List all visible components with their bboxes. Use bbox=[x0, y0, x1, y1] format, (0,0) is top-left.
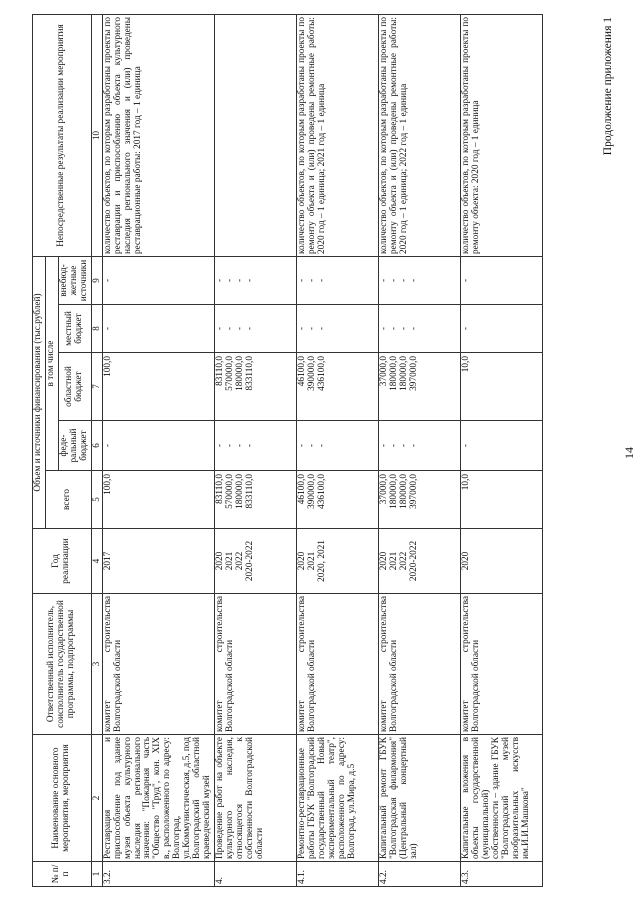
local-value: - bbox=[408, 326, 419, 331]
header-total: всего bbox=[45, 471, 91, 529]
extrabudget-value: - bbox=[398, 278, 409, 283]
federal-value: - bbox=[234, 443, 245, 448]
column-number: 10 bbox=[91, 14, 102, 256]
federal-value: - bbox=[408, 443, 419, 448]
header-federal: феде-ральный бюджет bbox=[58, 421, 91, 471]
column-number: 9 bbox=[91, 256, 102, 304]
regional-value: 83110,0 bbox=[215, 356, 225, 386]
extrabudget-value: - bbox=[306, 278, 317, 283]
local-value: - bbox=[234, 326, 245, 331]
federal-value: - bbox=[297, 443, 307, 448]
local-value: - bbox=[388, 326, 399, 331]
federal-value: - bbox=[379, 443, 389, 448]
column-number: 4 bbox=[91, 529, 102, 594]
total bbox=[297, 471, 379, 529]
total bbox=[102, 471, 214, 529]
regional bbox=[215, 353, 297, 421]
year-value: 2021 bbox=[224, 551, 235, 571]
year-value: 2022 bbox=[234, 551, 245, 571]
header-executor: Ответственный исполнитель, соисполнитель государственной программы, подпрограммы bbox=[33, 594, 92, 735]
local-value: - bbox=[379, 326, 389, 331]
federal-value: - bbox=[388, 443, 399, 448]
result: количество объектов, по которым разработаны проекты по ремонту объекта: 2020 год – 1 единица bbox=[461, 14, 543, 256]
header-number: № п/п bbox=[33, 862, 92, 887]
column-number: 8 bbox=[91, 305, 102, 353]
local bbox=[379, 305, 461, 353]
regional-value: 180000,0 bbox=[398, 356, 409, 391]
federal-value: - bbox=[244, 443, 255, 448]
total-value: 570000,0 bbox=[224, 474, 235, 509]
row-number: 4.3. bbox=[461, 862, 543, 887]
total-value: 180000,0 bbox=[234, 474, 245, 509]
year-value: 2022 bbox=[398, 551, 409, 571]
continuation-note: Продолжение приложения 1 bbox=[602, 17, 614, 156]
year-value: 2020-2022 bbox=[244, 540, 255, 582]
measure-name: Капитальный ремонт ГБУК "Волгоградская филармония" (Центральный концертный зал) bbox=[379, 735, 461, 862]
column-number: 1 bbox=[91, 862, 102, 887]
federal-value: - bbox=[398, 443, 409, 448]
regional-value: 570000,0 bbox=[224, 356, 235, 391]
year-value: 2020-2022 bbox=[408, 540, 419, 582]
year bbox=[215, 529, 297, 594]
header-extrabudget: внебюд-жетные источники bbox=[58, 256, 91, 304]
page-number: 14 bbox=[622, 447, 636, 459]
regional-value: 180000,0 bbox=[234, 356, 245, 391]
year bbox=[297, 529, 379, 594]
regional bbox=[102, 353, 214, 421]
federal-value: - bbox=[224, 443, 235, 448]
local-value: - bbox=[306, 326, 317, 331]
extrabudget bbox=[379, 256, 461, 304]
total-value: 83110,0 bbox=[215, 474, 225, 504]
column-number-row bbox=[91, 14, 102, 886]
local-value: - bbox=[244, 326, 255, 331]
extrabudget-value: - bbox=[102, 278, 113, 283]
measure-name: Проведение работ на объекте культурного наследия, относящегося к собственности Волгоградской области bbox=[215, 735, 297, 862]
total-value: 397000,0 bbox=[408, 474, 419, 509]
rotated-sheet bbox=[30, 13, 636, 893]
regional bbox=[297, 353, 379, 421]
header-including: в том числе bbox=[45, 256, 58, 470]
row-number: 4. bbox=[215, 862, 297, 887]
federal-value: - bbox=[102, 443, 113, 448]
total-value: 10,0 bbox=[461, 474, 471, 491]
local bbox=[102, 305, 214, 353]
header-results: Непосредственные результаты реализации мероприятия bbox=[33, 14, 92, 256]
regional bbox=[379, 353, 461, 421]
regional-value: 833110,0 bbox=[244, 356, 255, 391]
year-value: 2020 bbox=[461, 551, 471, 571]
year-value: 2020, 2021 bbox=[316, 540, 327, 582]
local-value: - bbox=[297, 326, 307, 331]
federal-value: - bbox=[306, 443, 317, 448]
federal-value: - bbox=[316, 443, 327, 448]
measure-name: Реставрация и приспособление под здание музея объекта культурного наследия регионального значения: "Пожарная часть "Общество "Труд", кон. XIX в., расположенного по адресу: Волгоград, ул.Коммунистическая, д.5, под Волгоградский областной краеведческий музей bbox=[102, 735, 214, 862]
local-value: - bbox=[398, 326, 409, 331]
regional-value: 180000,0 bbox=[388, 356, 399, 391]
federal bbox=[461, 421, 543, 471]
extrabudget-value: - bbox=[388, 278, 399, 283]
regional-value: 397000,0 bbox=[408, 356, 419, 391]
regional bbox=[461, 353, 543, 421]
regional-value: 390000,0 bbox=[306, 356, 317, 391]
header-name: Наименование основного мероприятия, мероприятия bbox=[33, 735, 92, 862]
year-value: 2020 bbox=[379, 551, 389, 571]
total-value: 390000,0 bbox=[306, 474, 317, 509]
year-value: 2020 bbox=[215, 551, 225, 571]
column-number: 7 bbox=[91, 353, 102, 421]
total-value: 180000,0 bbox=[398, 474, 409, 509]
year-value: 2021 bbox=[388, 551, 399, 571]
executor: комитет строительства Волгоградской области bbox=[379, 594, 461, 735]
column-number: 5 bbox=[91, 471, 102, 529]
regional-value: 46100,0 bbox=[297, 356, 307, 387]
result: количество объектов, по которым разработаны проекты по ремонту объекта и (или) проведены ремонтные работы: 2020 год – 1 единица; 2022 год – 1 единица bbox=[379, 14, 461, 256]
extrabudget-value: - bbox=[224, 278, 235, 283]
table-row bbox=[297, 14, 379, 886]
local-value: - bbox=[224, 326, 235, 331]
total bbox=[215, 471, 297, 529]
federal bbox=[102, 421, 214, 471]
total-value: 180000,0 bbox=[388, 474, 399, 509]
local-value: - bbox=[102, 326, 113, 331]
local bbox=[461, 305, 543, 353]
local-value: - bbox=[316, 326, 327, 331]
measure-name: Ремонтно-реставрационные работы ГБУК "Волгоградский государственный Новый экспериментальный театр", расположенного по адресу: Волгоград, ул.Мира, д.5 bbox=[297, 735, 379, 862]
total-value: 436100,0 bbox=[316, 474, 327, 509]
column-number: 2 bbox=[91, 735, 102, 862]
extrabudget bbox=[102, 256, 214, 304]
extrabudget-value: - bbox=[215, 278, 225, 283]
year-value: 2017 bbox=[102, 551, 113, 571]
federal-value: - bbox=[215, 443, 225, 448]
column-number: 6 bbox=[91, 421, 102, 471]
program-table bbox=[32, 14, 543, 887]
total bbox=[379, 471, 461, 529]
year-value: 2021 bbox=[306, 551, 317, 571]
extrabudget-value: - bbox=[316, 278, 327, 283]
regional-value: 100,0 bbox=[102, 356, 113, 377]
table-row bbox=[215, 14, 297, 886]
result: количество объектов, по которым разработаны проекты по реставрации и приспособлению объекта культурного наследия регионального значения и (или) проведены реставрационные работы: 2017 год – 1 единица bbox=[102, 14, 214, 256]
regional-value: 37000,0 bbox=[379, 356, 389, 387]
row-number: 4.1. bbox=[297, 862, 379, 887]
regional-value: 10,0 bbox=[461, 356, 471, 373]
extrabudget bbox=[461, 256, 543, 304]
header-regional: областной бюджет bbox=[58, 353, 91, 421]
total-value: 37000,0 bbox=[379, 474, 389, 505]
header-local: местный бюджет bbox=[58, 305, 91, 353]
federal bbox=[215, 421, 297, 471]
year bbox=[461, 529, 543, 594]
executor: комитет строительства Волгоградской области bbox=[215, 594, 297, 735]
total-value: 833110,0 bbox=[244, 474, 255, 509]
extrabudget bbox=[297, 256, 379, 304]
total-value: 46100,0 bbox=[297, 474, 307, 505]
federal bbox=[379, 421, 461, 471]
year bbox=[379, 529, 461, 594]
column-number: 3 bbox=[91, 594, 102, 735]
extrabudget-value: - bbox=[379, 278, 389, 283]
total-value: 100,0 bbox=[102, 474, 113, 495]
year bbox=[102, 529, 214, 594]
row-number: 3.2. bbox=[102, 862, 214, 887]
result bbox=[215, 14, 297, 256]
measure-name: Капитальные вложения в объекты государственной (муниципальной) собственности – здание ГБУК "Волгоградский музей изобразительных искусств им.И.И.Машкова" bbox=[461, 735, 543, 862]
local bbox=[215, 305, 297, 353]
total bbox=[461, 471, 543, 529]
local-value: - bbox=[461, 326, 471, 331]
extrabudget-value: - bbox=[244, 278, 255, 283]
regional-value: 436100,0 bbox=[316, 356, 327, 391]
local bbox=[297, 305, 379, 353]
federal-value: - bbox=[461, 443, 471, 448]
table-row bbox=[461, 14, 543, 886]
federal bbox=[297, 421, 379, 471]
table-body bbox=[102, 14, 542, 886]
extrabudget-value: - bbox=[461, 278, 471, 283]
extrabudget bbox=[215, 256, 297, 304]
header-year: Год реализации bbox=[33, 529, 92, 594]
table-row bbox=[379, 14, 461, 886]
table-row bbox=[102, 14, 214, 886]
executor: комитет строительства Волгоградской области bbox=[461, 594, 543, 735]
executor: комитет строительства Волгоградской области bbox=[297, 594, 379, 735]
year-value: 2020 bbox=[297, 551, 307, 571]
extrabudget-value: - bbox=[408, 278, 419, 283]
result: количество объектов, по которым разработаны проекты по ремонту объекта и (или) проведены ремонтные работы: 2020 год – 1 единица; 2021 год – 1 единица bbox=[297, 14, 379, 256]
extrabudget-value: - bbox=[234, 278, 245, 283]
extrabudget-value: - bbox=[297, 278, 307, 283]
header-funding: Объем и источники финансирования (тыс.рублей) bbox=[33, 256, 46, 528]
row-number: 4.2. bbox=[379, 862, 461, 887]
executor: комитет строительства Волгоградской области bbox=[102, 594, 214, 735]
local-value: - bbox=[215, 326, 225, 331]
